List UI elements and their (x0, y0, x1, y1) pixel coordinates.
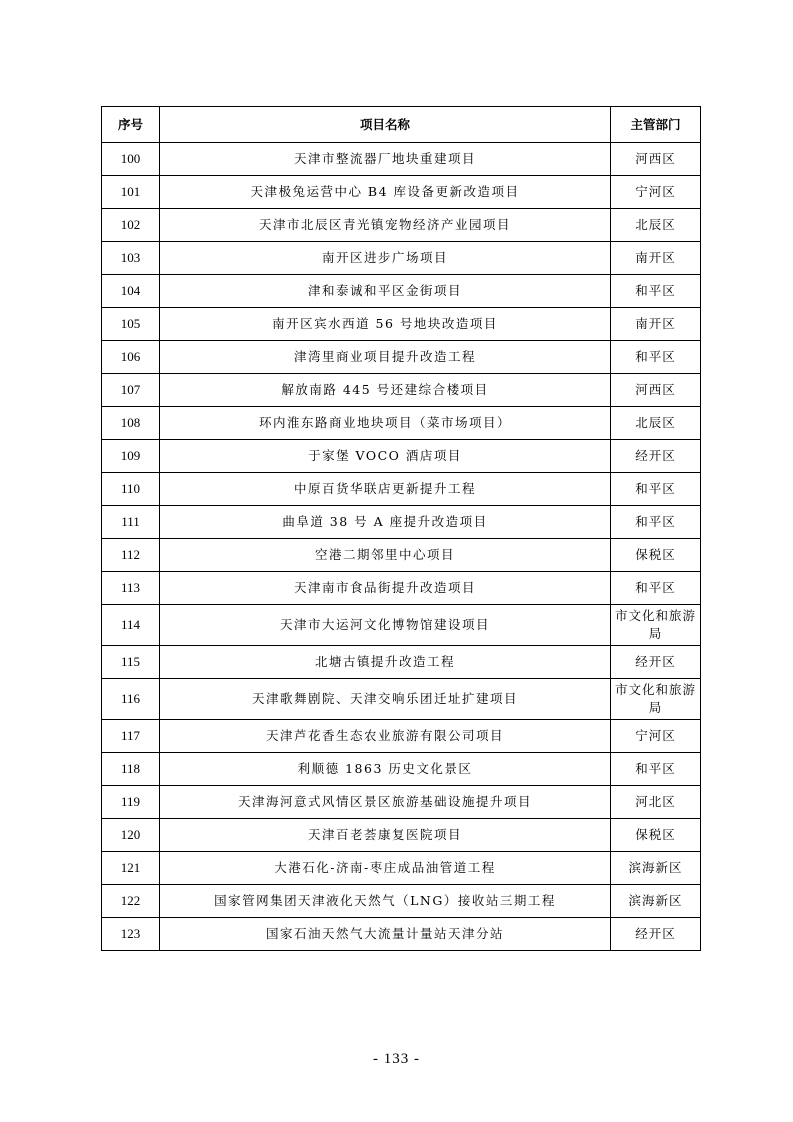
table-row (102, 852, 701, 885)
table-row (102, 473, 701, 506)
table-row (102, 918, 701, 951)
row-number: 110 (102, 473, 160, 506)
department: 和平区 (611, 341, 701, 374)
row-number: 118 (102, 753, 160, 786)
table-row (102, 605, 701, 646)
department: 经开区 (611, 646, 701, 679)
table-row (102, 209, 701, 242)
project-name: 南开区进步广场项目 (160, 242, 611, 275)
project-name: 天津百老荟康复医院项目 (160, 819, 611, 852)
project-name: 津和泰诚和平区金街项目 (160, 275, 611, 308)
project-name: 津湾里商业项目提升改造工程 (160, 341, 611, 374)
department: 市文化和旅游局 (611, 605, 701, 646)
table-row (102, 753, 701, 786)
table-body (102, 143, 701, 951)
table-row (102, 275, 701, 308)
department: 滨海新区 (611, 852, 701, 885)
department: 经开区 (611, 440, 701, 473)
row-number: 109 (102, 440, 160, 473)
row-number: 100 (102, 143, 160, 176)
project-name: 天津南市食品街提升改造项目 (160, 572, 611, 605)
project-name: 环内淮东路商业地块项目（菜市场项目） (160, 407, 611, 440)
table-row (102, 646, 701, 679)
project-name: 中原百货华联店更新提升工程 (160, 473, 611, 506)
table-row (102, 440, 701, 473)
project-name: 南开区宾水西道 56 号地块改造项目 (160, 308, 611, 341)
department: 宁河区 (611, 176, 701, 209)
table-row (102, 176, 701, 209)
row-number: 121 (102, 852, 160, 885)
table-row (102, 341, 701, 374)
department: 河西区 (611, 143, 701, 176)
table-row (102, 885, 701, 918)
table-row (102, 242, 701, 275)
table-row (102, 374, 701, 407)
department: 宁河区 (611, 720, 701, 753)
row-number: 107 (102, 374, 160, 407)
row-number: 116 (102, 679, 160, 720)
row-number: 105 (102, 308, 160, 341)
row-number: 120 (102, 819, 160, 852)
department: 市文化和旅游局 (611, 679, 701, 720)
row-number: 103 (102, 242, 160, 275)
department: 和平区 (611, 753, 701, 786)
row-number: 102 (102, 209, 160, 242)
row-number: 113 (102, 572, 160, 605)
department: 南开区 (611, 242, 701, 275)
project-name: 天津歌舞剧院、天津交响乐团迁址扩建项目 (160, 679, 611, 720)
department: 滨海新区 (611, 885, 701, 918)
table-header-row (102, 107, 701, 143)
department: 和平区 (611, 506, 701, 539)
department: 和平区 (611, 275, 701, 308)
table-row (102, 720, 701, 753)
table-row (102, 143, 701, 176)
project-name: 天津芦花香生态农业旅游有限公司项目 (160, 720, 611, 753)
department: 北辰区 (611, 209, 701, 242)
project-name: 大港石化-济南-枣庄成品油管道工程 (160, 852, 611, 885)
header-department: 主管部门 (611, 107, 701, 143)
project-name: 利顺德 1863 历史文化景区 (160, 753, 611, 786)
project-name: 天津海河意式风情区景区旅游基础设施提升项目 (160, 786, 611, 819)
page-number: - 133 - (373, 1051, 420, 1067)
project-name: 空港二期邻里中心项目 (160, 539, 611, 572)
row-number: 112 (102, 539, 160, 572)
row-number: 123 (102, 918, 160, 951)
project-name: 天津极兔运营中心 B4 库设备更新改造项目 (160, 176, 611, 209)
department: 河北区 (611, 786, 701, 819)
row-number: 115 (102, 646, 160, 679)
row-number: 106 (102, 341, 160, 374)
department: 保税区 (611, 539, 701, 572)
row-number: 104 (102, 275, 160, 308)
row-number: 114 (102, 605, 160, 646)
projects-table (101, 106, 701, 951)
row-number: 119 (102, 786, 160, 819)
department: 保税区 (611, 819, 701, 852)
row-number: 122 (102, 885, 160, 918)
project-name: 解放南路 445 号还建综合楼项目 (160, 374, 611, 407)
department: 和平区 (611, 572, 701, 605)
row-number: 101 (102, 176, 160, 209)
header-number: 序号 (102, 107, 160, 143)
project-name: 北塘古镇提升改造工程 (160, 646, 611, 679)
department: 和平区 (611, 473, 701, 506)
header-name: 项目名称 (160, 107, 611, 143)
table-row (102, 819, 701, 852)
department: 北辰区 (611, 407, 701, 440)
row-number: 117 (102, 720, 160, 753)
table-row (102, 572, 701, 605)
department: 河西区 (611, 374, 701, 407)
table-row (102, 679, 701, 720)
table-row (102, 506, 701, 539)
project-name: 于家堡 VOCO 酒店项目 (160, 440, 611, 473)
row-number: 108 (102, 407, 160, 440)
department: 南开区 (611, 308, 701, 341)
table-row (102, 539, 701, 572)
table-row (102, 407, 701, 440)
project-name: 天津市大运河文化博物馆建设项目 (160, 605, 611, 646)
row-number: 111 (102, 506, 160, 539)
project-name: 国家石油天然气大流量计量站天津分站 (160, 918, 611, 951)
table-row (102, 786, 701, 819)
project-name: 天津市北辰区青光镇宠物经济产业园项目 (160, 209, 611, 242)
table-row (102, 308, 701, 341)
department: 经开区 (611, 918, 701, 951)
project-name: 国家管网集团天津液化天然气（LNG）接收站三期工程 (160, 885, 611, 918)
project-name: 天津市整流器厂地块重建项目 (160, 143, 611, 176)
project-name: 曲阜道 38 号 A 座提升改造项目 (160, 506, 611, 539)
